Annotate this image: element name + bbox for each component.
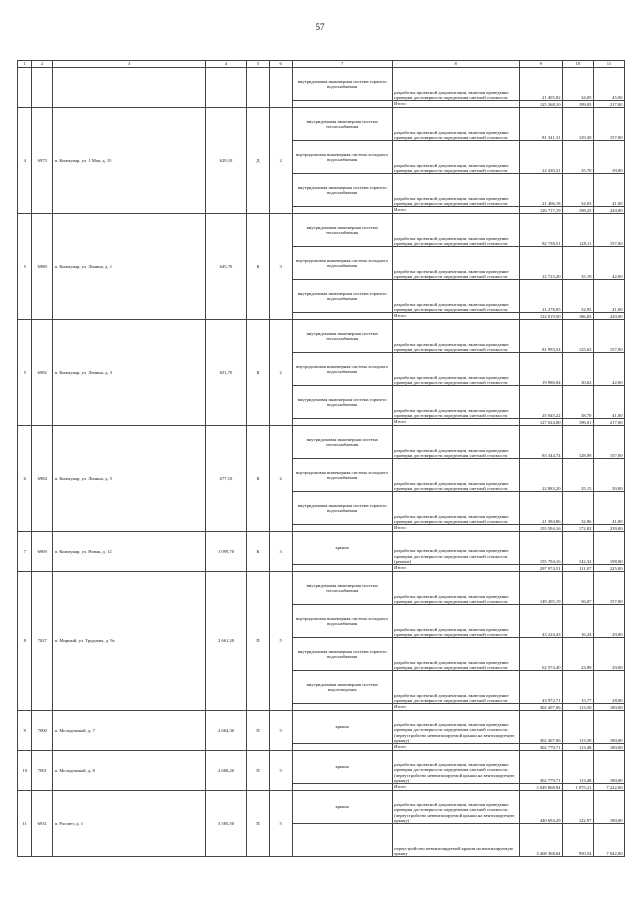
row-number-cell: 10 bbox=[18, 751, 32, 791]
limit-cost-cell: 41,00 bbox=[593, 492, 624, 525]
cost-cell: 125 268,10 bbox=[519, 101, 562, 108]
limit-cost-cell: 180,00 bbox=[593, 791, 624, 824]
system-cell bbox=[292, 207, 392, 214]
table-row bbox=[18, 791, 625, 824]
cost-cell: 25 045,22 bbox=[519, 386, 562, 419]
system-cell: внутридомовая инженерная система теплоснабжения bbox=[292, 108, 392, 141]
header-cell-11: 11 bbox=[593, 61, 624, 68]
cost-cell: 81 993,54 bbox=[519, 320, 562, 353]
wall-type-cell: П bbox=[247, 751, 270, 791]
floors-cell: 2 bbox=[269, 108, 292, 214]
row-number-cell: 8 bbox=[18, 572, 32, 711]
page-number: 57 bbox=[315, 22, 325, 32]
unit-cost-cell: 1 075,21 bbox=[562, 784, 593, 791]
header-cell-7: 7 bbox=[292, 61, 392, 68]
work-type-cell: разработка проектной документации, включая проведение проверки достоверности определения сметной стоимости bbox=[392, 386, 519, 419]
unit-cost-cell: 142,32 bbox=[562, 532, 593, 565]
system-cell: крыша bbox=[292, 711, 392, 744]
address-cell: п. Коммунар, ул. Новая, д. 12 bbox=[53, 532, 206, 572]
area-cell: 651,70 bbox=[205, 320, 246, 426]
limit-cost-cell: 29,00 bbox=[593, 638, 624, 671]
unit-cost-cell: 113,50 bbox=[562, 704, 593, 711]
total-label-cell: Итого bbox=[392, 313, 519, 320]
work-type-cell: разработка проектной документации, включая проведение проверки достоверности определения сметной стоимости bbox=[392, 141, 519, 174]
work-type-cell: разработка проектной документации, включая проведение проверки достоверности определения сметной стоимости bbox=[392, 605, 519, 638]
total-label-cell: Итого bbox=[392, 784, 519, 791]
work-type-cell: разработка проектной документации, включая проведение проверки достоверности определения сметной стоимости bbox=[392, 492, 519, 525]
work-type-cell: разработка проектной документации, включая проведение проверки достоверности определения сметной стоимости (ремонт) bbox=[392, 532, 519, 565]
area-cell: 2 661,20 bbox=[205, 572, 246, 711]
header-cell-4: 4 bbox=[205, 61, 246, 68]
house-id-cell bbox=[32, 68, 53, 108]
unit-cost-cell: 122,97 bbox=[562, 791, 593, 824]
address-cell: п. Рассвет, д. 1 bbox=[53, 791, 206, 857]
cost-cell: 3 049 868,94 bbox=[519, 784, 562, 791]
limit-cost-cell: 42,00 bbox=[593, 247, 624, 280]
wall-type-cell: П bbox=[247, 572, 270, 711]
cost-cell: 149 205,19 bbox=[519, 572, 562, 605]
cost-cell: 22 883,20 bbox=[519, 459, 562, 492]
system-cell bbox=[292, 419, 392, 426]
table-row bbox=[18, 68, 625, 101]
table-row bbox=[18, 751, 625, 784]
header-cell-5: 5 bbox=[247, 61, 270, 68]
system-cell: крыша bbox=[292, 532, 392, 565]
header-cell-9: 9 bbox=[519, 61, 562, 68]
wall-type-cell: П bbox=[247, 791, 270, 857]
header-cell-6: 6 bbox=[269, 61, 292, 68]
area-cell: 2 664,30 bbox=[205, 711, 246, 751]
limit-cost-cell: 42,00 bbox=[593, 353, 624, 386]
system-cell: внутридомовая инженерная система теплоснабжения bbox=[292, 426, 392, 459]
system-cell: внутридомовая инженерная система холодного водоснабжения bbox=[292, 353, 392, 386]
system-cell bbox=[292, 784, 392, 791]
limit-cost-cell: 39,00 bbox=[593, 459, 624, 492]
unit-cost-cell: 34,05 bbox=[562, 68, 593, 101]
total-label-cell: Итого bbox=[392, 101, 519, 108]
work-type-cell: разработка проектной документации, включая проведение проверки достоверности определения сметной стоимости bbox=[392, 174, 519, 207]
cost-cell: 83 344,74 bbox=[519, 426, 562, 459]
system-cell: внутридомовая инженерная система теплоснабжения bbox=[292, 214, 392, 247]
unit-cost-cell: 113,50 bbox=[562, 711, 593, 744]
limit-cost-cell: 220,00 bbox=[593, 313, 624, 320]
total-label-cell: Итого bbox=[392, 565, 519, 572]
cost-cell: 3 408 368,64 bbox=[519, 824, 562, 857]
header-cell-3: 3 bbox=[53, 61, 206, 68]
area-cell: 677,10 bbox=[205, 426, 246, 532]
work-type-cell: разработка проектной документации, включая проведение проверки достоверности определения сметной стоимости (переустройство невентилируемой крыши на вентилируемую крышу) bbox=[392, 751, 519, 784]
limit-cost-cell: 157,00 bbox=[593, 108, 624, 141]
unit-cost-cell: 199,05 bbox=[562, 101, 593, 108]
floors-cell: 2 bbox=[269, 320, 292, 426]
cost-cell: 21 406,18 bbox=[519, 174, 562, 207]
address-cell: п. Коммунар, ул. Ленина, д. 5 bbox=[53, 426, 206, 532]
address-cell: п. Молодежный, д. 7 bbox=[53, 711, 206, 751]
work-type-cell: разработка проектной документации, включая проведение проверки достоверности определения сметной стоимости bbox=[392, 638, 519, 671]
cost-cell: 19 986,04 bbox=[519, 353, 562, 386]
area-cell: 645,70 bbox=[205, 214, 246, 320]
cost-cell: 127 024,80 bbox=[519, 419, 562, 426]
limit-cost-cell: 7 222,00 bbox=[593, 784, 624, 791]
limit-cost-cell: 239,00 bbox=[593, 525, 624, 532]
unit-cost-cell: 128,11 bbox=[562, 214, 593, 247]
cost-cell: 126 717,19 bbox=[519, 207, 562, 214]
house-id-cell: 7001 bbox=[32, 751, 53, 791]
limit-cost-cell: 217,00 bbox=[593, 419, 624, 426]
system-cell: внутридомовая инженерная система теплоснабжения bbox=[292, 572, 392, 605]
total-label-cell: Итого bbox=[392, 744, 519, 751]
address-cell: п. Мирный, ул. Труднова, д. 9а bbox=[53, 572, 206, 711]
limit-cost-cell: 28,00 bbox=[593, 671, 624, 704]
area-cell: 2 668,20 bbox=[205, 751, 246, 791]
cost-cell: 21 405,82 bbox=[519, 68, 562, 101]
system-cell: внутридомовая инженерная система горячего водоснабжения bbox=[292, 492, 392, 525]
unit-cost-cell: 34,03 bbox=[562, 174, 593, 207]
wall-type-cell: К bbox=[247, 320, 270, 426]
table-row bbox=[18, 532, 625, 565]
house-id-cell: 7027 bbox=[32, 572, 53, 711]
system-cell: крыша bbox=[292, 791, 392, 824]
floors-cell: 5 bbox=[269, 572, 292, 711]
table-row bbox=[18, 572, 625, 605]
header-cell-8: 8 bbox=[392, 61, 519, 68]
limit-cost-cell: 180,00 bbox=[593, 751, 624, 784]
unit-cost-cell: 113,48 bbox=[562, 751, 593, 784]
floors-cell bbox=[269, 68, 292, 108]
unit-cost-cell: 30,62 bbox=[562, 353, 593, 386]
header-cell-1: 1 bbox=[18, 61, 32, 68]
cost-cell: 43 972,71 bbox=[519, 671, 562, 704]
limit-cost-cell: 7 042,00 bbox=[593, 824, 624, 857]
system-cell: внутридомовая инженерная система холодного водоснабжения bbox=[292, 247, 392, 280]
floors-cell: 3 bbox=[269, 532, 292, 572]
total-label-cell: Итого bbox=[392, 207, 519, 214]
limit-cost-cell: 180,00 bbox=[593, 704, 624, 711]
work-type-cell: разработка проектной документации, включая проведение проверки достоверности определения сметной стоимости bbox=[392, 353, 519, 386]
limit-cost-cell: 225,00 bbox=[593, 565, 624, 572]
limit-cost-cell: 157,00 bbox=[593, 214, 624, 247]
work-type-cell: разработка проектной документации, включая проведение проверки достоверности определения сметной стоимости bbox=[392, 320, 519, 353]
wall-type-cell bbox=[247, 68, 270, 108]
unit-cost-cell: 128,09 bbox=[562, 426, 593, 459]
row-number-cell: 4 bbox=[18, 108, 32, 214]
unit-cost-cell: 32,95 bbox=[562, 280, 593, 313]
system-cell: внутридомовая инженерная система холодного водоснабжения bbox=[292, 605, 392, 638]
area-cell: 629,10 bbox=[205, 108, 246, 214]
wall-type-cell: К bbox=[247, 532, 270, 572]
cost-cell: 302 407,06 bbox=[519, 711, 562, 744]
work-type-cell: разработка проектной документации, включая проведение проверки достоверности определения сметной стоимости bbox=[392, 214, 519, 247]
wall-type-cell: К bbox=[247, 426, 270, 532]
row-number-cell: 9 bbox=[18, 711, 32, 751]
house-id-cell: 7000 bbox=[32, 711, 53, 751]
unit-cost-cell: 113,48 bbox=[562, 744, 593, 751]
address-cell: п. Коммунар, ул. 1 Мая, д. 15 bbox=[53, 108, 206, 214]
system-cell: внутридомовая инженерная система горячего водоснабжения bbox=[292, 68, 392, 101]
unit-cost-cell: 32,86 bbox=[562, 492, 593, 525]
area-cell: 1 099,70 bbox=[205, 532, 246, 572]
cost-cell: 155 794,16 bbox=[519, 532, 562, 565]
limit-cost-cell: 157,00 bbox=[593, 426, 624, 459]
unit-cost-cell: 35,15 bbox=[562, 459, 593, 492]
cost-cell: 21 394,86 bbox=[519, 492, 562, 525]
unit-cost-cell: 186,83 bbox=[562, 313, 593, 320]
unit-cost-cell: 172,82 bbox=[562, 525, 593, 532]
system-cell: внутридомовая инженерная система горячего водоснабжения bbox=[292, 280, 392, 313]
house-id-cell: 6931 bbox=[32, 791, 53, 857]
work-type-cell: разработка проектной документации, включая проведение проверки достоверности определения сметной стоимости bbox=[392, 459, 519, 492]
limit-cost-cell: 41,00 bbox=[593, 386, 624, 419]
system-cell: внутридомовая инженерная система холодного водоснабжения bbox=[292, 141, 392, 174]
total-label-cell: Итого bbox=[392, 419, 519, 426]
system-cell: внутридомовая инженерная система водоотведения bbox=[292, 671, 392, 704]
limit-cost-cell: 180,00 bbox=[593, 711, 624, 744]
system-cell bbox=[292, 525, 392, 532]
house-id-cell: 6982 bbox=[32, 320, 53, 426]
work-type-cell: переустройство невентилируемой крыши на вентилируемую крышу bbox=[392, 824, 519, 857]
address-cell bbox=[53, 68, 206, 108]
floors-cell: 5 bbox=[269, 791, 292, 857]
work-type-cell: разработка проектной документации, включая проведение проверки достоверности определения сметной стоимости bbox=[392, 247, 519, 280]
limit-cost-cell: 41,00 bbox=[593, 174, 624, 207]
work-type-cell: разработка проектной документации, включая проведение проверки достоверности определения сметной стоимости bbox=[392, 671, 519, 704]
unit-cost-cell: 16,24 bbox=[562, 605, 593, 638]
work-type-cell: разработка проектной документации, включая проведение проверки достоверности определения сметной стоимости bbox=[392, 426, 519, 459]
limit-cost-cell: 157,00 bbox=[593, 320, 624, 353]
address-cell: п. Молодежный, д. 8 bbox=[53, 751, 206, 791]
system-cell: внутридомовая инженерная система теплоснабжения bbox=[292, 320, 392, 353]
header-cell-2: 2 bbox=[32, 61, 53, 68]
work-type-cell: разработка проектной документации, включая проведение проверки достоверности определения сметной стоимости bbox=[392, 108, 519, 141]
table-row bbox=[18, 711, 625, 744]
work-type-cell: разработка проектной документации, включая проведение проверки достоверности определения сметной стоимости (переустройство невентилируемой крыши на вентилируемую крышу) bbox=[392, 791, 519, 824]
address-cell: п. Коммунар, ул. Ленина, д. 1 bbox=[53, 214, 206, 320]
system-cell bbox=[292, 313, 392, 320]
row-number-cell: 11 bbox=[18, 791, 32, 857]
unit-cost-cell: 111,07 bbox=[562, 565, 593, 572]
cost-cell: 302 779,71 bbox=[519, 751, 562, 784]
floors-cell: 2 bbox=[269, 426, 292, 532]
table-row bbox=[18, 320, 625, 353]
cost-cell: 22 430,31 bbox=[519, 141, 562, 174]
unit-cost-cell: 15,77 bbox=[562, 671, 593, 704]
floors-cell: 3 bbox=[269, 214, 292, 320]
limit-cost-cell: 39,00 bbox=[593, 141, 624, 174]
unit-cost-cell: 35,70 bbox=[562, 141, 593, 174]
limit-cost-cell: 180,00 bbox=[593, 744, 624, 751]
limit-cost-cell: 198,00 bbox=[593, 532, 624, 565]
cost-cell: 81 341,31 bbox=[519, 108, 562, 141]
unit-cost-cell: 196,01 bbox=[562, 419, 593, 426]
cost-cell: 122 019,50 bbox=[519, 313, 562, 320]
system-cell bbox=[292, 704, 392, 711]
cost-cell: 62 574,40 bbox=[519, 638, 562, 671]
system-cell bbox=[292, 565, 392, 572]
system-cell bbox=[292, 101, 392, 108]
house-id-cell: 6969 bbox=[32, 532, 53, 572]
address-cell: п. Коммунар, ул. Ленина, д. 3 bbox=[53, 320, 206, 426]
cost-cell: 302 779,71 bbox=[519, 744, 562, 751]
work-type-cell: разработка проектной документации, включая проведение проверки достоверности определения сметной стоимости bbox=[392, 68, 519, 101]
floors-cell: 5 bbox=[269, 711, 292, 751]
unit-cost-cell: 56,07 bbox=[562, 572, 593, 605]
cost-cell: 297 974,51 bbox=[519, 565, 562, 572]
system-cell bbox=[292, 744, 392, 751]
system-cell: внутридомовая инженерная система горячего водоснабжения bbox=[292, 386, 392, 419]
wall-type-cell: П bbox=[247, 711, 270, 751]
cost-cell: 21 278,05 bbox=[519, 280, 562, 313]
table-row bbox=[18, 108, 625, 141]
work-type-cell: разработка проектной документации, включая проведение проверки достоверности определения сметной стоимости bbox=[392, 280, 519, 313]
table-row bbox=[18, 214, 625, 247]
floors-cell: 5 bbox=[269, 751, 292, 791]
system-cell: внутридомовая инженерная система холодного водоснабжения bbox=[292, 459, 392, 492]
unit-cost-cell: 38,70 bbox=[562, 386, 593, 419]
cost-cell: 43 224,43 bbox=[519, 605, 562, 638]
work-type-cell: разработка проектной документации, включая проведение проверки достоверности определения сметной стоимости (переустройство невентилируемой крыши на вентилируемую крышу) bbox=[392, 711, 519, 744]
cost-cell: 302 407,06 bbox=[519, 704, 562, 711]
system-cell: внутридомовая инженерная система горячего водоснабжения bbox=[292, 638, 392, 671]
system-cell: крыша bbox=[292, 751, 392, 784]
unit-cost-cell: 198,25 bbox=[562, 207, 593, 214]
table-row bbox=[18, 426, 625, 459]
unit-cost-cell: 125,63 bbox=[562, 320, 593, 353]
limit-cost-cell: 157,00 bbox=[593, 572, 624, 605]
work-type-cell: разработка проектной документации, включая проведение проверки достоверности определения сметной стоимости bbox=[392, 572, 519, 605]
limit-cost-cell: 41,00 bbox=[593, 280, 624, 313]
system-cell bbox=[292, 824, 392, 857]
total-label-cell: Итого bbox=[392, 704, 519, 711]
limit-cost-cell: 45,00 bbox=[593, 68, 624, 101]
total-label-cell: Итого bbox=[392, 525, 519, 532]
unit-cost-cell: 129,30 bbox=[562, 108, 593, 141]
cost-cell: 440 694,29 bbox=[519, 791, 562, 824]
system-cell: внутридомовая инженерная система горячего водоснабжения bbox=[292, 174, 392, 207]
unit-cost-cell: 950,54 bbox=[562, 824, 593, 857]
cost-cell: 155 594,16 bbox=[519, 525, 562, 532]
row-number-cell: 5 bbox=[18, 214, 32, 320]
house-id-cell: 6980 bbox=[32, 214, 53, 320]
row-number-cell: 5 bbox=[18, 320, 32, 426]
row-number-cell: 6 bbox=[18, 426, 32, 532]
house-id-cell: 6973 bbox=[32, 108, 53, 214]
unit-cost-cell: 23,89 bbox=[562, 638, 593, 671]
row-number-cell bbox=[18, 68, 32, 108]
repair-plan-table bbox=[17, 60, 625, 857]
house-id-cell: 6984 bbox=[32, 426, 53, 532]
limit-cost-cell: 29,00 bbox=[593, 605, 624, 638]
cost-cell: 82 738,51 bbox=[519, 214, 562, 247]
wall-type-cell: К bbox=[247, 214, 270, 320]
wall-type-cell: Д bbox=[247, 108, 270, 214]
cost-cell: 22 723,20 bbox=[519, 247, 562, 280]
limit-cost-cell: 217,00 bbox=[593, 101, 624, 108]
column-number-header bbox=[18, 61, 625, 68]
limit-cost-cell: 220,00 bbox=[593, 207, 624, 214]
row-number-cell: 7 bbox=[18, 532, 32, 572]
area-cell: 3 585,50 bbox=[205, 791, 246, 857]
area-cell bbox=[205, 68, 246, 108]
unit-cost-cell: 35,19 bbox=[562, 247, 593, 280]
header-cell-10: 10 bbox=[562, 61, 593, 68]
